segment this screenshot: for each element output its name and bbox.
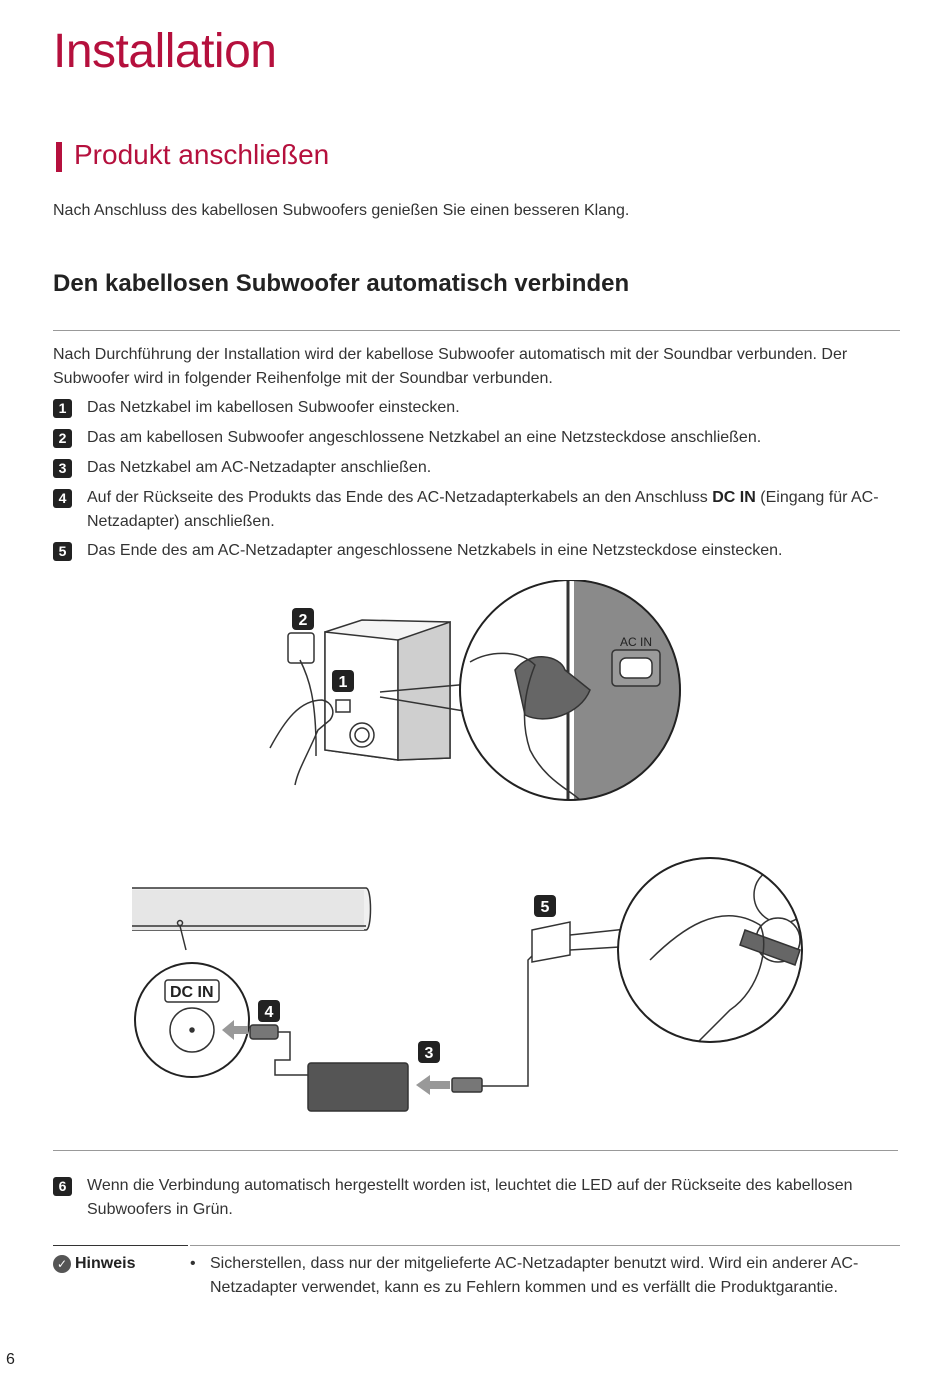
- hand-icon: [270, 700, 333, 785]
- wall-outlet-icon: [288, 633, 314, 663]
- step-text: Das Netzkabel am AC-Netzadapter anschließen.: [87, 459, 432, 476]
- callout-4-label: 4: [264, 1004, 274, 1021]
- section-title: Produkt anschließen: [74, 139, 330, 170]
- step-1: [53, 396, 898, 420]
- connection-illustration: [0, 580, 950, 1150]
- divider: [53, 330, 900, 331]
- dc-in-label: DC IN: [170, 984, 214, 1001]
- callout-2-label: 2: [298, 612, 308, 629]
- bullet: •: [190, 1255, 196, 1272]
- ac-in-zoom: [460, 580, 694, 810]
- subsection-paragraph: Nach Durchführung der Installation wird der kabellose Subwoofer automatisch mit der Soundbar verbunden. Der Subwoofer wird in folgender Reihenfolge mit der Soundbar verbunden.: [53, 346, 848, 387]
- step-number: 4: [53, 489, 72, 508]
- divider: [53, 1150, 898, 1151]
- step-number: 5: [53, 542, 72, 561]
- step-text-part: Auf der Rückseite des Produkts das Ende des AC-Netzadapterkabels an den Anschluss: [87, 489, 713, 506]
- subsection-title: Den kabellosen Subwoofer automatisch verbinden: [53, 270, 630, 297]
- callout-3-label: 3: [424, 1045, 434, 1062]
- soundbar-icon: [132, 888, 371, 930]
- step-text: Das Netzkabel im kabellosen Subwoofer einstecken.: [87, 399, 460, 416]
- step-4: [53, 486, 898, 534]
- step-number: 1: [53, 399, 72, 418]
- step-number: 3: [53, 459, 72, 478]
- note-bullet-text: Sicherstellen, dass nur der mitgelieferte AC-Netzadapter benutzt wird. Wird ein anderer AC-Netzadapter verwendet, kann es zu Fehlern kommen und es verfällt die Produktgarantie.: [210, 1255, 859, 1296]
- note-label-text: Hinweis: [75, 1255, 136, 1272]
- section-accent-bar: [56, 142, 62, 172]
- step-number: 6: [53, 1177, 72, 1196]
- page-number: 6: [6, 1351, 15, 1368]
- step-2: [53, 426, 898, 450]
- step-number: 2: [53, 429, 72, 448]
- dc-in-term: DC IN: [712, 489, 756, 506]
- note-text: [190, 1252, 900, 1300]
- wall-outlet-icon: [532, 922, 570, 962]
- step-5: [53, 539, 898, 563]
- page-title: Installation: [53, 25, 277, 78]
- step-6: [53, 1174, 898, 1222]
- step-3: [53, 456, 898, 480]
- note-divider: [53, 1245, 188, 1246]
- step-text-part: (Eingang für AC-Netzadapter) anschließen.: [87, 489, 879, 530]
- outlet-zoom: [618, 858, 810, 1050]
- step-text: Das Ende des am AC-Netzadapter angeschlossene Netzkabels in eine Netzsteckdose einstecken.: [87, 542, 783, 559]
- step-text: Das am kabellosen Subwoofer angeschlossene Netzkabel an eine Netzsteckdose anschließen.: [87, 429, 762, 446]
- ac-in-label: AC IN: [620, 635, 653, 649]
- ac-adapter-icon: [308, 1063, 408, 1111]
- note-label: [53, 1255, 135, 1273]
- callout-1-label: 1: [338, 674, 348, 691]
- callout-5-label: 5: [540, 899, 550, 916]
- check-icon: ✓: [53, 1255, 71, 1273]
- step-text: Wenn die Verbindung automatisch hergestellt worden ist, leuchtet die LED auf der Rückseite des kabellosen Subwoofers in Grün.: [87, 1177, 853, 1218]
- step-text: [87, 486, 898, 534]
- section-intro: Nach Anschluss des kabellosen Subwoofers genießen Sie einen besseren Klang.: [53, 202, 630, 219]
- note-divider: [190, 1245, 900, 1246]
